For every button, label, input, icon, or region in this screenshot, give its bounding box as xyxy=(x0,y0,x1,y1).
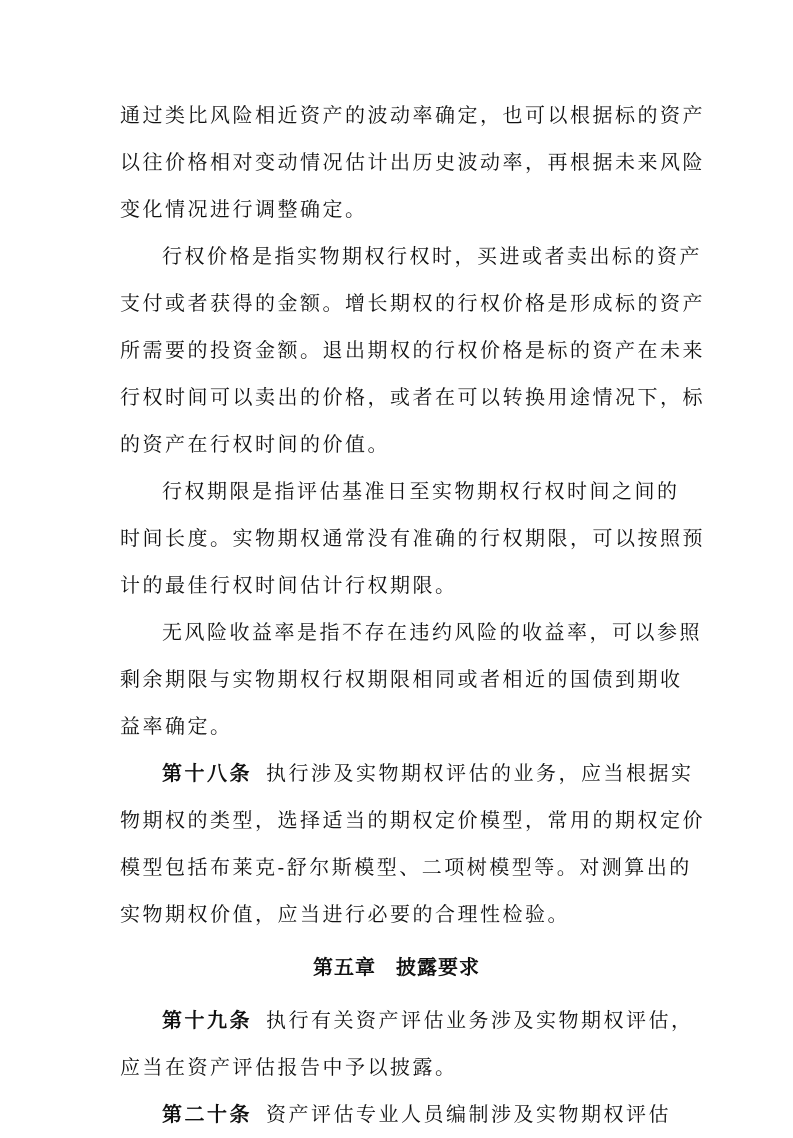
text-line: 物期权的类型，选择适当的期权定价模型，常用的期权定价 xyxy=(120,808,705,832)
article-19 xyxy=(120,997,694,1091)
article-heading: 第二十条 xyxy=(162,1102,252,1126)
text-line: 所需要的投资金额。退出期权的行权价格是标的资产在未来 xyxy=(120,338,705,362)
text-line: 的资产在行权时间的价值。 xyxy=(120,432,390,456)
text-line xyxy=(120,1091,673,1138)
text-line: 应当在资产评估报告中予以披露。 xyxy=(120,1055,458,1079)
paragraph-volatility-continued xyxy=(120,92,705,233)
text-line: 行权价格是指实物期权行权时，买进或者卖出标的资产 xyxy=(162,244,702,268)
text-line: 时间长度。实物期权通常没有准确的行权期限，可以按照预 xyxy=(120,526,705,550)
article-heading: 第十八条 xyxy=(162,761,252,785)
article-20 xyxy=(120,1091,673,1138)
text-line: 通过类比风险相近资产的波动率确定，也可以根据标的资产 xyxy=(120,103,705,127)
paragraph-risk-free-rate xyxy=(120,609,702,750)
text-line: 以往价格相对变动情况估计出历史波动率，再根据未来风险 xyxy=(120,150,705,174)
text-line xyxy=(120,750,694,797)
text-line: 模型包括布莱克-舒尔斯模型、二项树模型等。对测算出的 xyxy=(120,855,692,879)
chapter-title: 披露要求 xyxy=(396,955,480,979)
text-line: 计的最佳行权时间估计行权期限。 xyxy=(120,573,458,597)
text-line: 行权时间可以卖出的价格，或者在可以转换用途情况下，标 xyxy=(120,385,705,409)
article-heading: 第十九条 xyxy=(162,1008,252,1032)
article-text: 资产评估专业人员编制涉及实物期权评估 xyxy=(266,1102,671,1126)
text-line: 行权期限是指评估基准日至实物期权行权时间之间的 xyxy=(162,479,680,503)
text-line: 实物期权价值，应当进行必要的合理性检验。 xyxy=(120,902,570,926)
text-line: 变化情况进行调整确定。 xyxy=(120,197,368,221)
text-line xyxy=(120,997,694,1044)
text-line: 无风险收益率是指不存在违约风险的收益率，可以参照 xyxy=(162,620,702,644)
text-line: 益率确定。 xyxy=(120,714,233,738)
article-text: 执行涉及实物期权评估的业务，应当根据实 xyxy=(266,761,694,785)
text-line: 支付或者获得的金额。增长期权的行权价格是形成标的资产 xyxy=(120,291,705,315)
document-page xyxy=(120,92,705,1138)
paragraph-exercise-period xyxy=(120,468,705,609)
article-18 xyxy=(120,750,705,938)
chapter-number: 第五章 xyxy=(313,955,376,979)
paragraph-strike-price xyxy=(120,233,705,468)
text-line: 剩余期限与实物期权行权期限相同或者相近的国债到期收 xyxy=(120,667,683,691)
article-text: 执行有关资产评估业务涉及实物期权评估， xyxy=(266,1008,694,1032)
chapter-heading xyxy=(120,944,673,991)
